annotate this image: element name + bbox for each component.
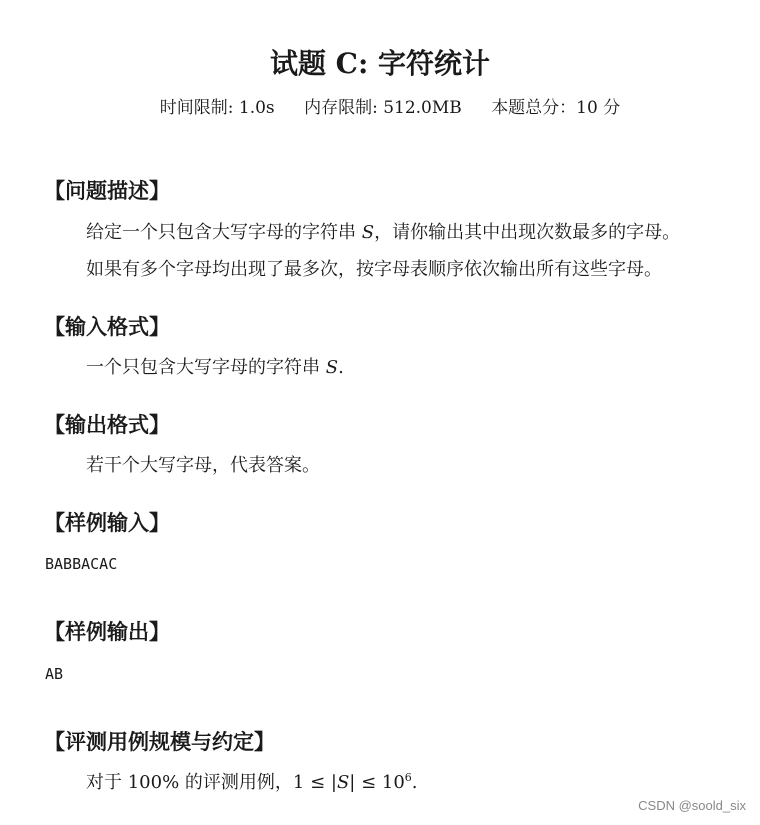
constraints-text [86, 771, 418, 795]
sample-input-text: BABBACAC [45, 555, 118, 573]
description-line-2: 如果有多个字母均出现了最多次，按字母表顺序依次输出所有这些字母。 [86, 259, 662, 280]
constraints-text-b: | ≤ 10 [349, 772, 405, 793]
input-format-text-b: . [338, 357, 344, 378]
constraints-heading: 【评测用例规模与约定】 [44, 730, 275, 754]
sample-output-text: AB [45, 665, 64, 683]
input-format-text [86, 356, 344, 380]
memory-limit: 内存限制: 512.0MB [304, 98, 462, 118]
time-limit: 时间限制: 1.0s [159, 98, 275, 118]
page-title: 试题 C: 字符统计 [269, 47, 491, 80]
description-text-1a: 给定一个只包含大写字母的字符串 [86, 222, 362, 243]
description-line-1 [86, 221, 680, 245]
description-heading: 【问题描述】 [44, 179, 170, 203]
variable-s: S [336, 772, 350, 793]
input-format-heading: 【输入格式】 [44, 315, 170, 339]
limits-line [0, 96, 760, 120]
total-score: 本题总分：10 分 [491, 98, 621, 118]
input-format-text-a: 一个只包含大写字母的字符串 [86, 357, 326, 378]
watermark: CSDN @soold_six [638, 798, 746, 813]
description-text-1b: ，请你输出其中出现次数最多的字母。 [374, 222, 681, 243]
constraints-text-c: . [411, 772, 418, 793]
variable-s: S [325, 357, 339, 378]
sample-input-heading: 【样例输入】 [44, 511, 170, 535]
output-format-heading: 【输出格式】 [44, 413, 170, 437]
constraints-text-a: 对于 100% 的评测用例，1 ≤ | [86, 772, 337, 793]
exponent: 6 [404, 771, 412, 784]
variable-s: S [361, 222, 375, 243]
output-format-text: 若干个大写字母，代表答案。 [86, 455, 320, 476]
sample-output-heading: 【样例输出】 [44, 620, 170, 644]
